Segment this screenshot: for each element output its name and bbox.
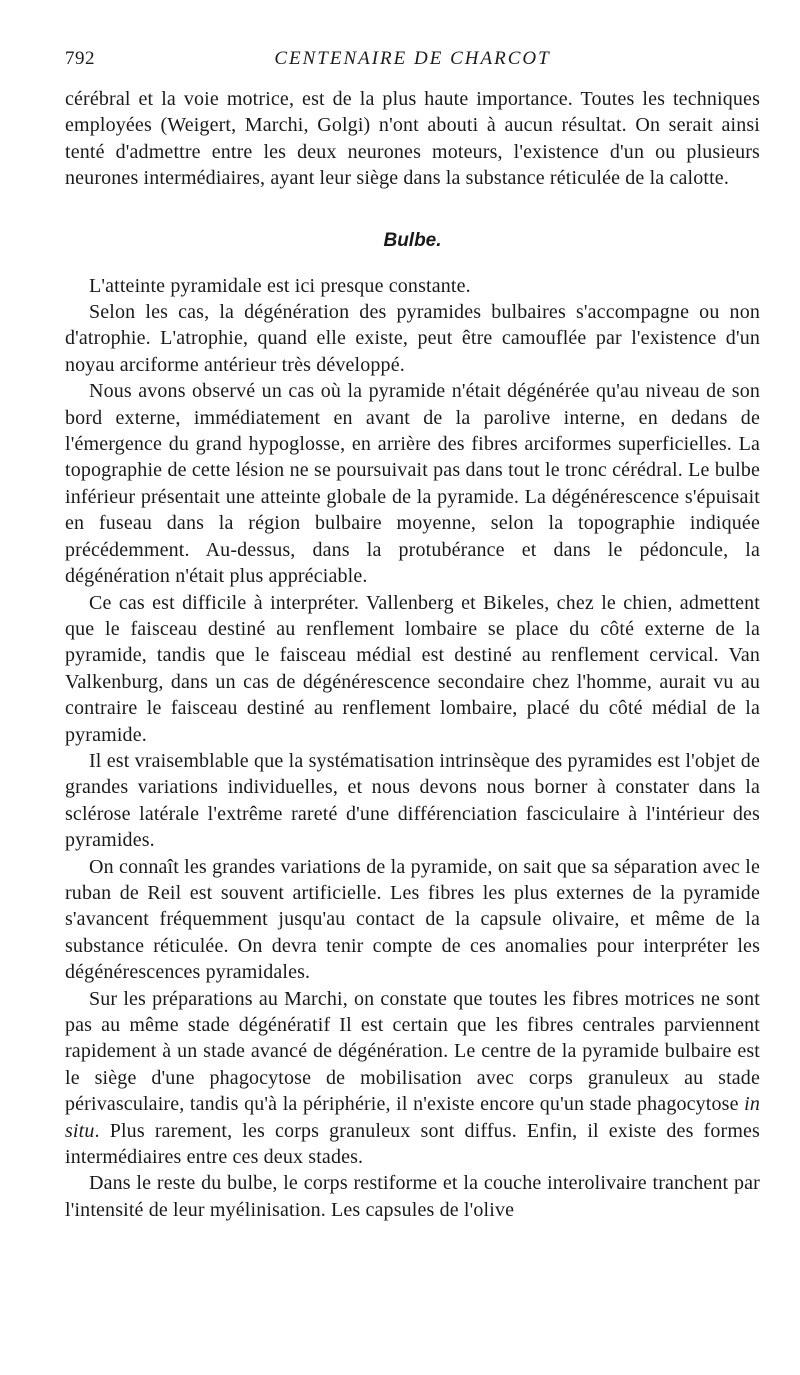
marchi-paragraph xyxy=(65,986,760,1171)
section-heading: Bulbe. xyxy=(383,229,442,251)
running-title: CENTENAIRE DE CHARCOT xyxy=(274,48,551,69)
final-paragraph: Dans le reste du bulbe, le corps restiforme et la couche interolivaire tranchent par l'intensité de leur myélinisation. Les capsules de l'olive xyxy=(65,1172,760,1221)
running-header xyxy=(65,48,760,78)
body-text xyxy=(65,86,760,1223)
paragraph: Nous avons observé un cas où la pyramide n'était dégénérée qu'au niveau de son bord externe, immédiatement en avant de la parolive interne, en dedans de l'émergence du grand hypoglosse, en arrière des fibres arciformes superficielles. La topographie de cette lésion ne se poursuivait pas dans tout le tronc cérédral. Le bulbe inférieur présentait une atteinte globale de la pyramide. La dégénérescence s'épuisait en fuseau dans la région bulbaire moyenne, selon la topographie indiquée précédemment. Au-dessus, dans la protubérance et dans le pédoncule, la dégénération n'était plus appréciable. xyxy=(65,380,760,588)
page-number: 792 xyxy=(65,48,95,69)
marchi-text-before: Sur les préparations au Marchi, on constate que toutes les fibres motrices ne sont pas au même stade dégénératif Il est certain que les fibres centrales parviennent rapidement à un stade avancé de dégénération. Le centre de la pyramide bulbaire est le siège d'une phagocytose de mobilisation avec corps granuleux au stade périvasculaire, tandis qu'à la périphérie, il n'existe encore qu'un stade phagocytose xyxy=(65,987,760,1116)
paragraph: Il est vraisemblable que la systématisation intrinsèque des pyramides est l'objet de grandes variations individuelles, et nous devons nous borner à constater dans la sclérose latérale l'extrême rareté d'une différenciation fasciculaire à l'intérieur des pyramides. xyxy=(65,749,760,852)
italic-phrase: in situ xyxy=(65,1093,760,1142)
paragraph: Ce cas est difficile à interpréter. Vallenberg et Bikeles, chez le chien, admettent que le faisceau destiné au renflement lombaire se place du côté externe de la pyramide, tandis que le faisceau médial est destiné au renflement cervical. Van Valkenburg, dans un cas de dégénérescence secondaire chez l'homme, aurait vu au contraire le faisceau destiné au renflement lombaire, placé du côté médial de la pyramide. xyxy=(65,591,760,746)
paragraph: Selon les cas, la dégénération des pyramides bulbaires s'accompagne ou non d'atrophie. L'atrophie, quand elle existe, peut être camouflée par l'existence d'un noyau arciforme antérieur très développé. xyxy=(65,301,760,376)
paragraph: On connaît les grandes variations de la pyramide, on sait que sa séparation avec le ruban de Reil est souvent artificielle. Les fibres les plus externes de la pyramide s'avancent fréquemment jusqu'au contact de la capsule olivaire, et même de la substance réticulée. On devra tenir compte de ces anomalies pour interpréter les dégénérescences pyramidales. xyxy=(65,855,760,984)
marchi-text-after: . Plus rarement, les corps granuleux sont diffus. Enfin, il existe des formes intermédiaires entre ces deux stades. xyxy=(65,1119,760,1169)
paragraph: L'atteinte pyramidale est ici presque constante. xyxy=(89,274,471,297)
intro-paragraph: cérébral et la voie motrice, est de la plus haute importance. Toutes les techniques employées (Weigert, Marchi, Golgi) n'ont abouti à aucun résultat. On serait ainsi tenté d'admettre entre les deux neurones moteurs, l'existence d'un ou plusieurs neurones intermédiaires, ayant leur siège dans la substance réticulée de la calotte. xyxy=(65,88,760,190)
